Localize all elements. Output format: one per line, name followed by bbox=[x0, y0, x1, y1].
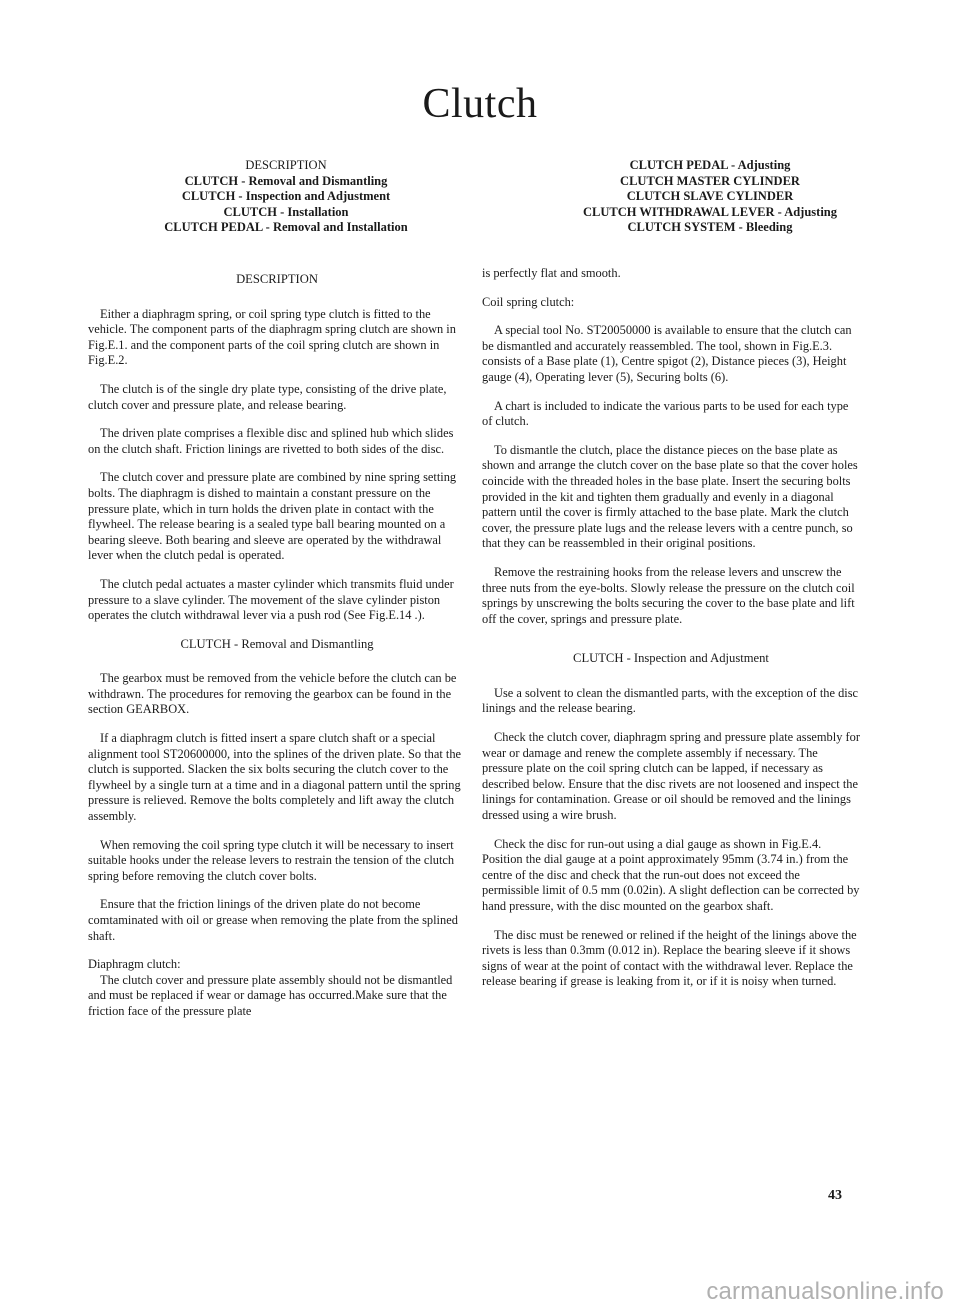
paragraph: A special tool No. ST20050000 is available to ensure that the clutch can be dismantled and accurately reassembled. The tool, shown in Fig.E.3. consists of a Base plate (1), Centre spigot (2), Distance pieces (3), Height gauge (4), Operating lever (5), Securing bolts (6). bbox=[482, 323, 852, 384]
section-heading-description: DESCRIPTION bbox=[236, 272, 318, 286]
contents-item: CLUTCH - Removal and Dismantling bbox=[184, 173, 388, 188]
paragraph: The clutch cover and pressure plate assembly should not be dismantled and must be replaced if wear or damage has occurred.Make sure that the friction face of the pressure plate bbox=[88, 972, 453, 1018]
page-number: 43 bbox=[828, 1188, 842, 1203]
section-heading-removal: CLUTCH - Removal and Dismantling bbox=[180, 636, 374, 651]
paragraph: Use a solvent to clean the dismantled parts, with the exception of the disc linings and the release bearing. bbox=[482, 685, 859, 716]
paragraph: The clutch pedal actuates a master cylinder which transmits fluid under pressure to a slave cylinder. The movement of the slave cylinder piston operates the clutch withdrawal lever via a push rod (See Fig.E.14 .). bbox=[88, 576, 454, 623]
section-heading-inspection: CLUTCH - Inspection and Adjustment bbox=[573, 651, 769, 666]
contents-item: CLUTCH MASTER CYLINDER bbox=[620, 173, 800, 188]
paragraph: The gearbox must be removed from the vehicle before the clutch can be withdrawn. The procedures for removing the gearbox can be found in the section GEARBOX. bbox=[88, 671, 457, 717]
contents-list-left bbox=[86, 158, 486, 236]
paragraph: The clutch is of the single dry plate type, consisting of the drive plate, clutch cover and pressure plate, and release bearing. bbox=[88, 381, 447, 412]
paragraph: Check the clutch cover, diaphragm spring and pressure plate assembly for wear or damage and renew the complete assembly if necessary. The pressure plate on the coil spring clutch can be lapped, if necessary as described below. Ensure that the disc rivets are not loosened and inspect the linings for contamination. Grease or oil should be removed and the linings dressed using a wire brush. bbox=[482, 730, 860, 823]
contents-item: CLUTCH PEDAL - Removal and Installation bbox=[164, 220, 408, 234]
paragraph: Check the disc for run-out using a dial gauge as shown in Fig.E.4. Position the dial gauge at a point approximately 95mm (3.74 in.) from the centre of the disc and check that the run-out does not exceed the permissible limit of 0.5 mm (0.02in). A slight deflection can be corrected by hand pressure, with the disc mounted on the gearbox shaft. bbox=[482, 836, 860, 913]
contents-item: CLUTCH SYSTEM - Bleeding bbox=[627, 220, 793, 234]
watermark: carmanualsonline.info bbox=[706, 1278, 944, 1305]
paragraph: To dismantle the clutch, place the distance pieces on the base plate as shown and arrange the clutch cover on the base plate so that the cover holes coincide with the threaded holes in the base plate. Insert the securing bolts provided in the kit and tighten them gradually and evenly in a diagonal pattern until the cover is firmly attached to the base plate. Mark the clutch cover, the pressure plate lugs and the release levers with a centre punch, so that they can be reassembled in their original positions. bbox=[482, 442, 858, 551]
contents-item: CLUTCH SLAVE CYLINDER bbox=[626, 189, 794, 203]
paragraph: is perfectly flat and smooth. bbox=[482, 266, 621, 280]
right-column bbox=[482, 266, 860, 1003]
paragraph: If a diaphragm clutch is fitted insert a spare clutch shaft or a special alignment tool ST20600000, into the splines of the driven plate. So that the clutch is supported. Slacken the six bolts securing the clutch cover to the flywheel by a single turn at a time and in a diagonal pattern until the spring pressure is relieved. Remove the bolts completely and lift away the clutch assembly. bbox=[88, 731, 462, 824]
paragraph: When removing the coil spring type clutch it will be necessary to insert suitable hooks under the release levers to restrain the tension of the clutch spring before removing the clutch cover bolts. bbox=[88, 837, 455, 883]
contents-item: DESCRIPTION bbox=[245, 158, 327, 172]
paragraph: The disc must be renewed or relined if the height of the linings above the rivets is less than 0.3mm (0.012 in). Replace the bearing sleeve if it shows signs of wear at the point of contact with the withdrawal lever. Replace the release bearing if grease is leaking from it, or if it is noisy when turned. bbox=[482, 927, 857, 989]
paragraph: Remove the restraining hooks from the release levers and unscrew the three nuts from the eye-bolts. Slowly release the pressure on the clutch coil springs by unscrewing the bolts securing the cover to the base plate and lift off the cover, springs and pressure plate. bbox=[482, 564, 855, 626]
contents-item: CLUTCH - Inspection and Adjustment bbox=[181, 189, 391, 203]
paragraph: A chart is included to indicate the various parts to be used for each type of clutch. bbox=[482, 398, 849, 429]
paragraph: The clutch cover and pressure plate are combined by nine spring setting bolts. The diaphragm is dished to maintain a constant pressure on the pressure plate, which in turn holds the driven plate in contact with the flywheel. The release bearing is a sealed type ball bearing mounted on a bearing sleeve. Both bearing and sleeve are operated by the withdrawal lever when the clutch pedal is operated. bbox=[88, 470, 457, 563]
left-column bbox=[88, 266, 466, 1033]
contents-item: CLUTCH PEDAL - Adjusting bbox=[629, 158, 791, 172]
contents-list-right bbox=[510, 158, 910, 236]
paragraph: The driven plate comprises a flexible disc and splined hub which slides on the clutch shaft. Friction linings are rivetted to both sides of the disc. bbox=[88, 426, 454, 456]
page-title: Clutch bbox=[422, 81, 538, 127]
subheading-diaphragm-clutch: Diaphragm clutch: bbox=[88, 957, 181, 972]
paragraph: Either a diaphragm spring, or coil spring type clutch is fitted to the vehicle. The component parts of the diaphragm spring clutch are shown in Fig.E.1. and the component parts of the coil spring clutch are shown in Fig.E.2. bbox=[88, 306, 456, 368]
contents-item: CLUTCH - Installation bbox=[223, 204, 349, 219]
paragraph: Ensure that the friction linings of the driven plate do not become comtaminated with oil or grease when removing the plate from the splined shaft. bbox=[88, 897, 458, 943]
contents-item: CLUTCH WITHDRAWAL LEVER - Adjusting bbox=[583, 204, 837, 219]
subheading-coil-spring-clutch: Coil spring clutch: bbox=[482, 294, 575, 309]
